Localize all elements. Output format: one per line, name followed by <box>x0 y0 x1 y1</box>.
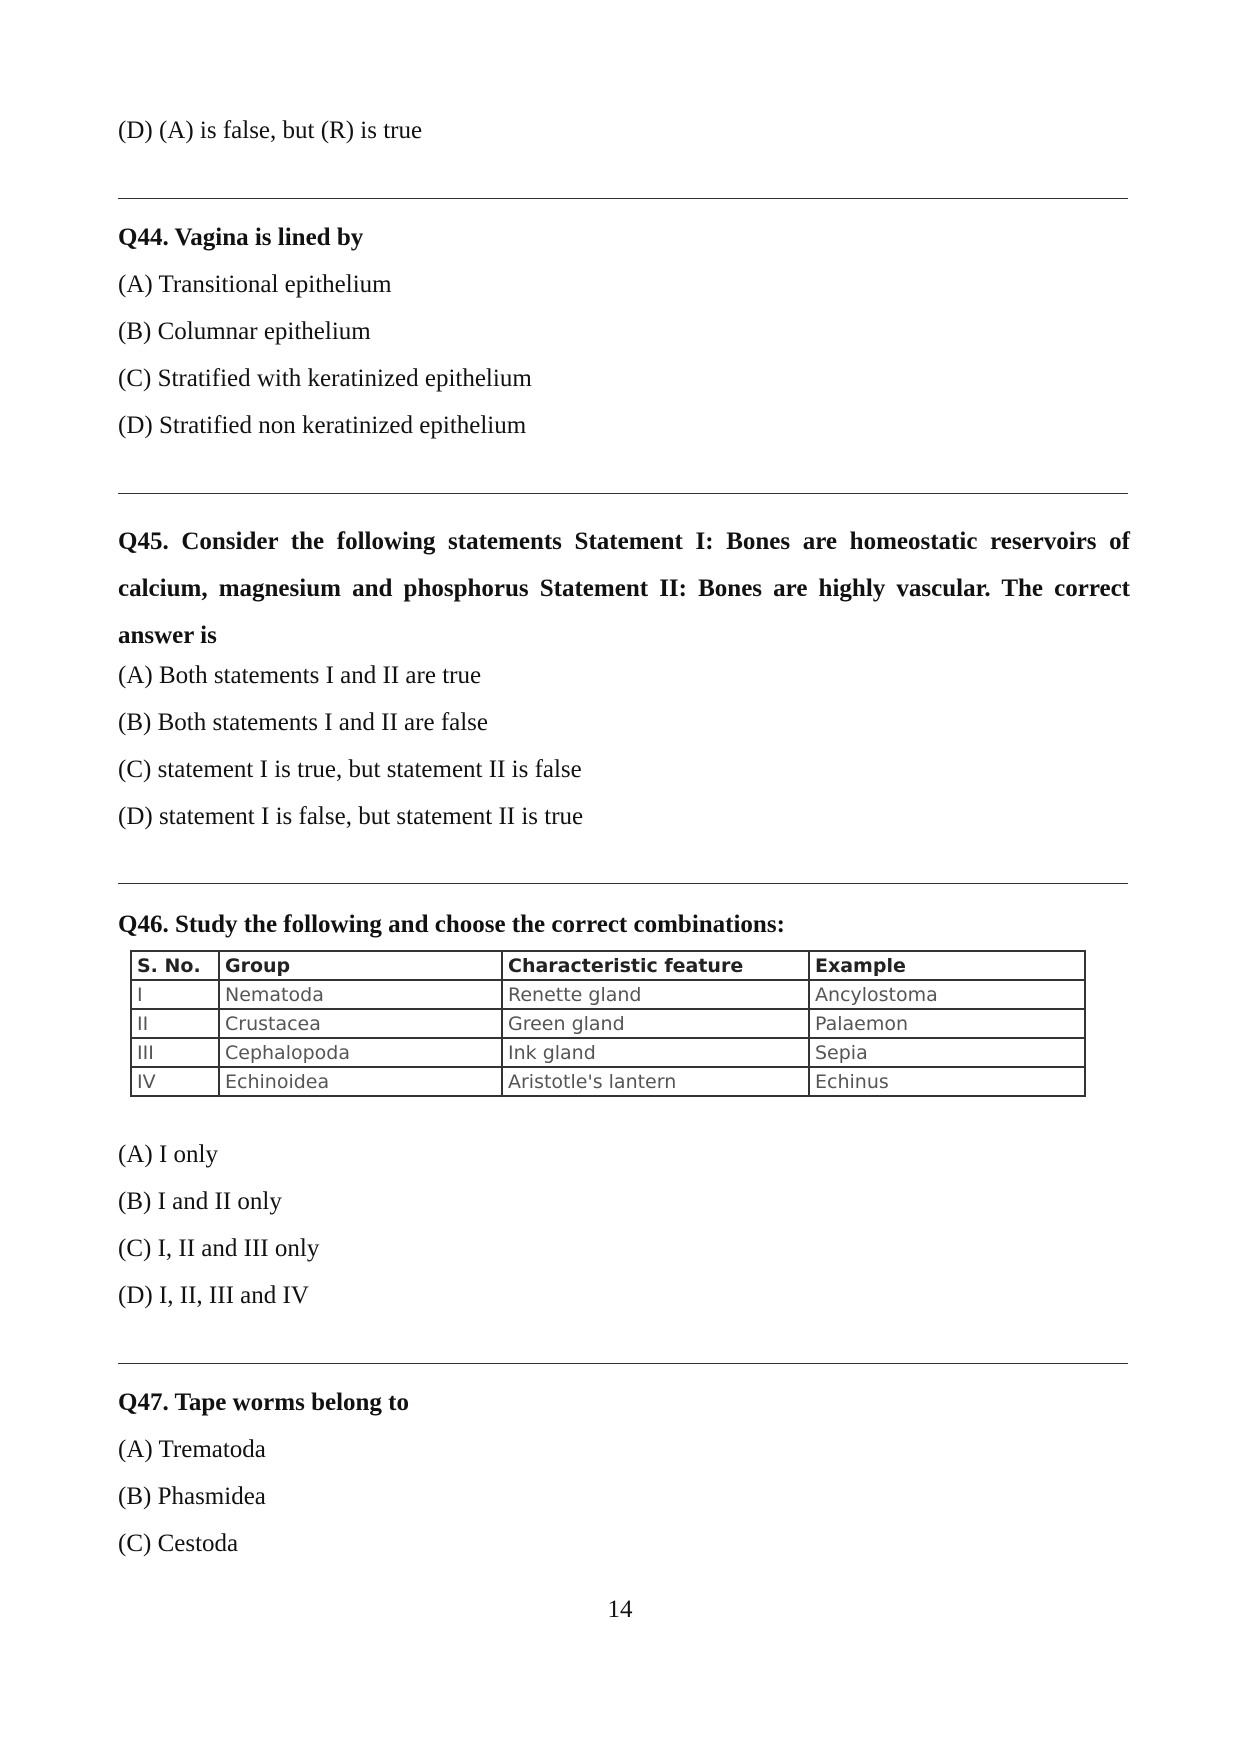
table-cell: Ink gland <box>502 1038 809 1067</box>
q44-option-a: (A) Transitional epithelium <box>118 271 392 298</box>
q44-title: Q44. Vagina is lined by <box>118 224 364 251</box>
table-cell: II <box>131 1009 219 1038</box>
table-cell: Palaemon <box>809 1009 1085 1038</box>
table-cell: Sepia <box>809 1038 1085 1067</box>
q47-option-b: (B) Phasmidea <box>118 1483 266 1510</box>
q45-option-b: (B) Both statements I and II are false <box>118 709 489 736</box>
table-header-row <box>131 951 1085 980</box>
q45-option-a: (A) Both statements I and II are true <box>118 662 482 689</box>
table-cell: Nematoda <box>219 980 502 1009</box>
q44-option-b: (B) Columnar epithelium <box>118 318 371 345</box>
q47-option-a: (A) Trematoda <box>118 1436 266 1463</box>
q45-title: Q45. Consider the following statements Statement I: Bones are homeostatic reservoirs of calcium, magnesium and phosphorus Statement II: Bones are highly vascular. The correct answer is <box>118 528 1130 649</box>
table-cell: Crustacea <box>219 1009 502 1038</box>
q46-option-b: (B) I and II only <box>118 1188 282 1215</box>
question-divider <box>118 493 1128 494</box>
table-cell: Ancylostoma <box>809 980 1085 1009</box>
table-cell: IV <box>131 1067 219 1096</box>
q44-option-d: (D) Stratified non keratinized epithelium <box>118 412 527 439</box>
table-cell: III <box>131 1038 219 1067</box>
table-row <box>131 1009 1085 1038</box>
q45-option-c: (C) statement I is true, but statement II is false <box>118 756 582 783</box>
table-cell: Cephalopoda <box>219 1038 502 1067</box>
table-cell: Green gland <box>502 1009 809 1038</box>
q46-option-c: (C) I, II and III only <box>118 1235 320 1262</box>
table-cell: Aristotle's lantern <box>502 1067 809 1096</box>
q47-title: Q47. Tape worms belong to <box>118 1389 410 1416</box>
table-header-cell: Group <box>219 951 502 980</box>
table-header-cell: S. No. <box>131 951 219 980</box>
q45-option-d: (D) statement I is false, but statement II is true <box>118 803 584 830</box>
prev-question-option-d: (D) (A) is false, but (R) is true <box>118 117 423 144</box>
table-row <box>131 1067 1085 1096</box>
table-cell: Echinus <box>809 1067 1085 1096</box>
q46-option-d: (D) I, II, III and IV <box>118 1282 309 1309</box>
q46-table <box>130 950 1086 1097</box>
table-row <box>131 980 1085 1009</box>
question-divider <box>118 1363 1128 1364</box>
table-header-cell: Example <box>809 951 1085 980</box>
table-cell: Renette gland <box>502 980 809 1009</box>
q46-title: Q46. Study the following and choose the correct combinations: <box>118 911 785 938</box>
question-divider <box>118 198 1128 199</box>
table-cell: I <box>131 980 219 1009</box>
page-number: 14 <box>607 1596 633 1623</box>
q46-option-a: (A) I only <box>118 1141 218 1168</box>
q44-option-c: (C) Stratified with keratinized epithelium <box>118 365 532 392</box>
table-cell: Echinoidea <box>219 1067 502 1096</box>
question-divider <box>118 883 1128 884</box>
table-row <box>131 1038 1085 1067</box>
q47-option-c: (C) Cestoda <box>118 1530 239 1557</box>
table-header-cell: Characteristic feature <box>502 951 809 980</box>
